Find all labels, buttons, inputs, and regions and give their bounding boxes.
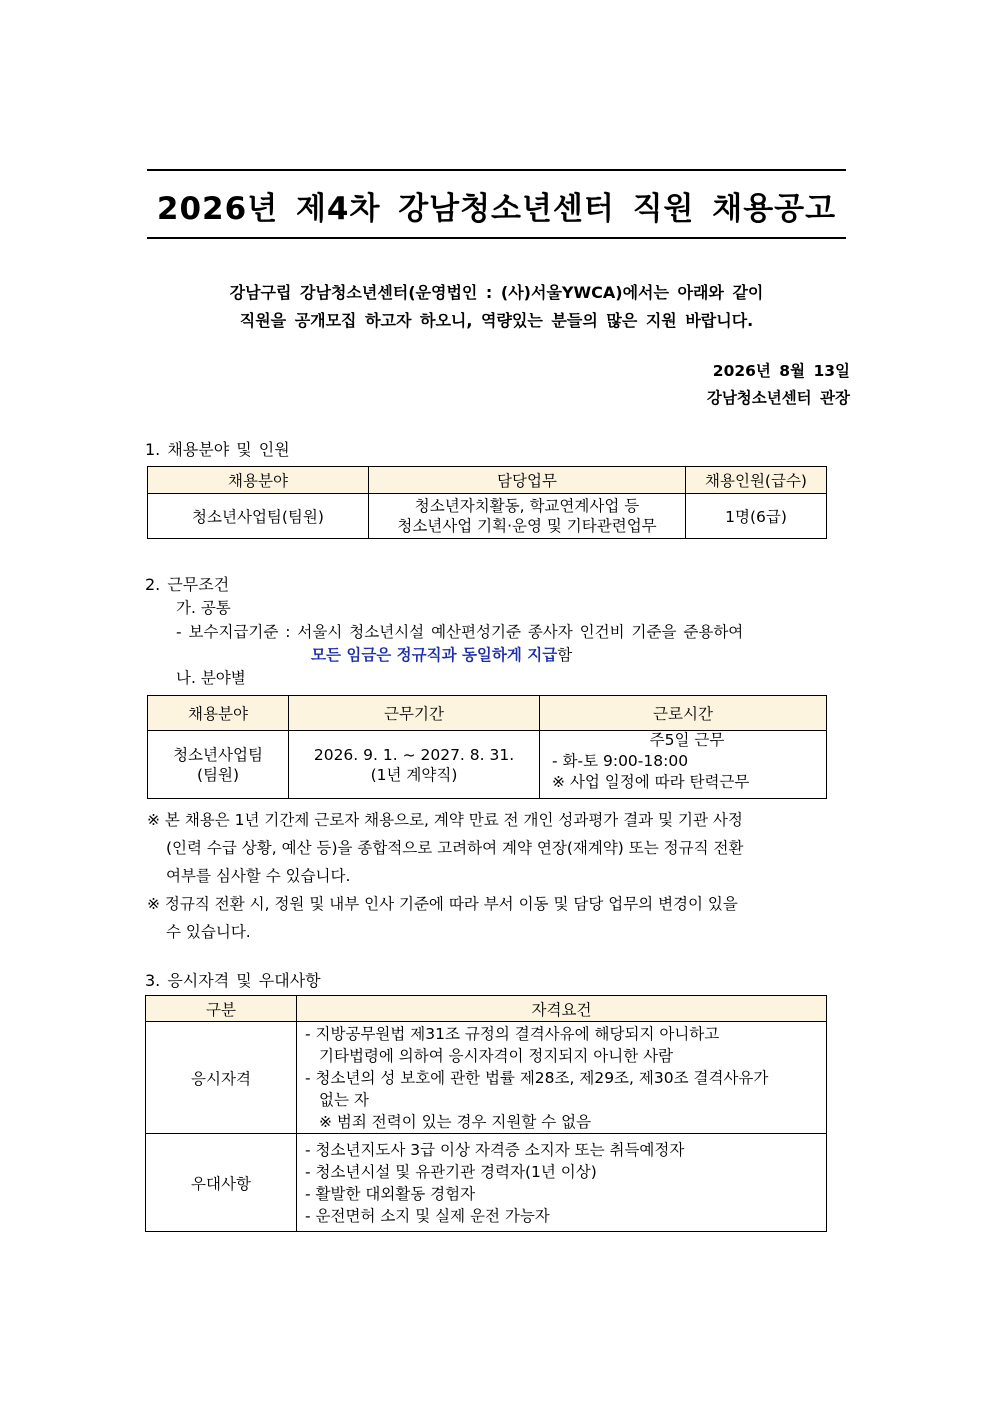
cell-count: 1명(6급) — [686, 494, 827, 539]
pay-highlight: 모든 임금은 정규직과 동일하게 지급 — [311, 646, 558, 664]
qual-item-2-cont: 없는 자 — [319, 1090, 369, 1109]
hours-line-3: ※ 사업 일정에 따라 탄력근무 — [552, 773, 750, 791]
section1-heading: 1. 채용분야 및 인원 — [145, 440, 290, 459]
recruit-table — [147, 466, 827, 539]
header-requirements: 자격요건 — [297, 996, 827, 1022]
issuer: 강남청소년센터 관장 — [706, 389, 850, 407]
note1-line1: ※ 본 채용은 1년 기간제 근로자 채용으로, 계약 만료 전 개인 성과평가 결과 및 기관 사정 — [147, 811, 743, 829]
note2-line1: ※ 정규직 전환 시, 정원 및 내부 인사 기준에 따라 부서 이동 및 담당 업무의 변경이 있을 — [147, 895, 738, 913]
period-line-1: 2026. 9. 1. ~ 2027. 8. 31. — [313, 745, 515, 764]
note2-line2: 수 있습니다. — [166, 923, 251, 941]
cell-field: 청소년사업팀(팀원) — [148, 494, 369, 539]
pref-item: - 청소년지도사 3급 이상 자격증 소지자 또는 취득예정자 — [305, 1140, 685, 1159]
title-bottom-rule — [147, 237, 846, 239]
hours-line-1: 주5일 근무 — [649, 731, 725, 749]
cell-field — [148, 731, 289, 799]
note1-line3: 여부를 심사할 수 있습니다. — [166, 867, 351, 885]
qual-item-2: - 청소년의 성 보호에 관한 법률 제28조, 제29조, 제30조 결격사유가 — [305, 1068, 769, 1087]
pref-requirements — [297, 1134, 827, 1232]
hours-line-2: - 화-토 9:00-18:00 — [552, 752, 689, 770]
field-line-2: (팀원) — [196, 765, 240, 784]
pref-item: - 운전면허 소지 및 실제 운전 가능자 — [305, 1206, 550, 1225]
header-period: 근무기간 — [289, 696, 540, 731]
qual-label: 응시자격 — [146, 1022, 297, 1134]
cell-hours — [540, 731, 827, 799]
header-hours: 근로시간 — [540, 696, 827, 731]
qual-item-1: - 지방공무원법 제31조 규정의 결격사유에 해당되지 아니하고 — [305, 1024, 720, 1043]
pref-item: - 청소년시설 및 유관기관 경력자(1년 이상) — [305, 1162, 597, 1181]
header-category: 구분 — [146, 996, 297, 1022]
note-contract — [147, 806, 827, 946]
sub-by-field: 나. 분야별 — [176, 669, 246, 687]
duty-line-1: 청소년자치활동, 학교연계사업 등 — [414, 497, 640, 515]
title-top-rule — [147, 169, 846, 171]
sub-common: 가. 공통 — [176, 599, 231, 617]
pay-highlight-line — [311, 643, 572, 665]
intro-line-2: 직원을 공개모집 하고자 하오니, 역량있는 분들의 많은 지원 바랍니다. — [239, 311, 754, 330]
header-field: 채용분야 — [148, 467, 369, 494]
note1-line2: (인력 수급 상황, 예산 등)을 종합적으로 고려하여 계약 연장(재계약) 또는 정규직 전환 — [166, 839, 744, 857]
pref-item: - 활발한 대외활동 경험자 — [305, 1184, 476, 1203]
section3-heading: 3. 응시자격 및 우대사항 — [145, 971, 321, 990]
page-title: 2026년 제4차 강남청소년센터 직원 채용공고 — [156, 191, 837, 227]
period-line-2: (1년 계약직) — [370, 765, 458, 784]
field-line-1: 청소년사업팀 — [173, 745, 263, 764]
cell-period — [289, 731, 540, 799]
announcement-date: 2026년 8월 13일 — [712, 362, 850, 380]
qual-item-1-cont: 기타법령에 의하여 응시자격이 정지되지 아니한 사람 — [319, 1046, 674, 1065]
pref-label: 우대사항 — [146, 1134, 297, 1232]
pay-standard: - 보수지급기준 : 서울시 청소년시설 예산편성기준 종사자 인건비 기준을 준용하여 — [176, 623, 744, 641]
cell-duty — [369, 494, 686, 539]
qual-item-3: ※ 범죄 전력이 있는 경우 지원할 수 없음 — [319, 1112, 592, 1131]
pay-suffix: 함 — [557, 646, 573, 664]
qual-requirements — [297, 1022, 827, 1134]
header-field: 채용분야 — [148, 696, 289, 731]
header-count: 채용인원(급수) — [686, 467, 827, 494]
duty-line-2: 청소년사업 기획·운영 및 기타관련업무 — [397, 517, 657, 535]
qualification-table — [145, 995, 827, 1232]
intro-line-1: 강남구립 강남청소년센터(운영법인 : (사)서울YWCA)에서는 아래와 같이 — [229, 283, 764, 302]
header-duty: 담당업무 — [369, 467, 686, 494]
section2-heading: 2. 근무조건 — [145, 575, 230, 594]
work-table — [147, 695, 827, 799]
